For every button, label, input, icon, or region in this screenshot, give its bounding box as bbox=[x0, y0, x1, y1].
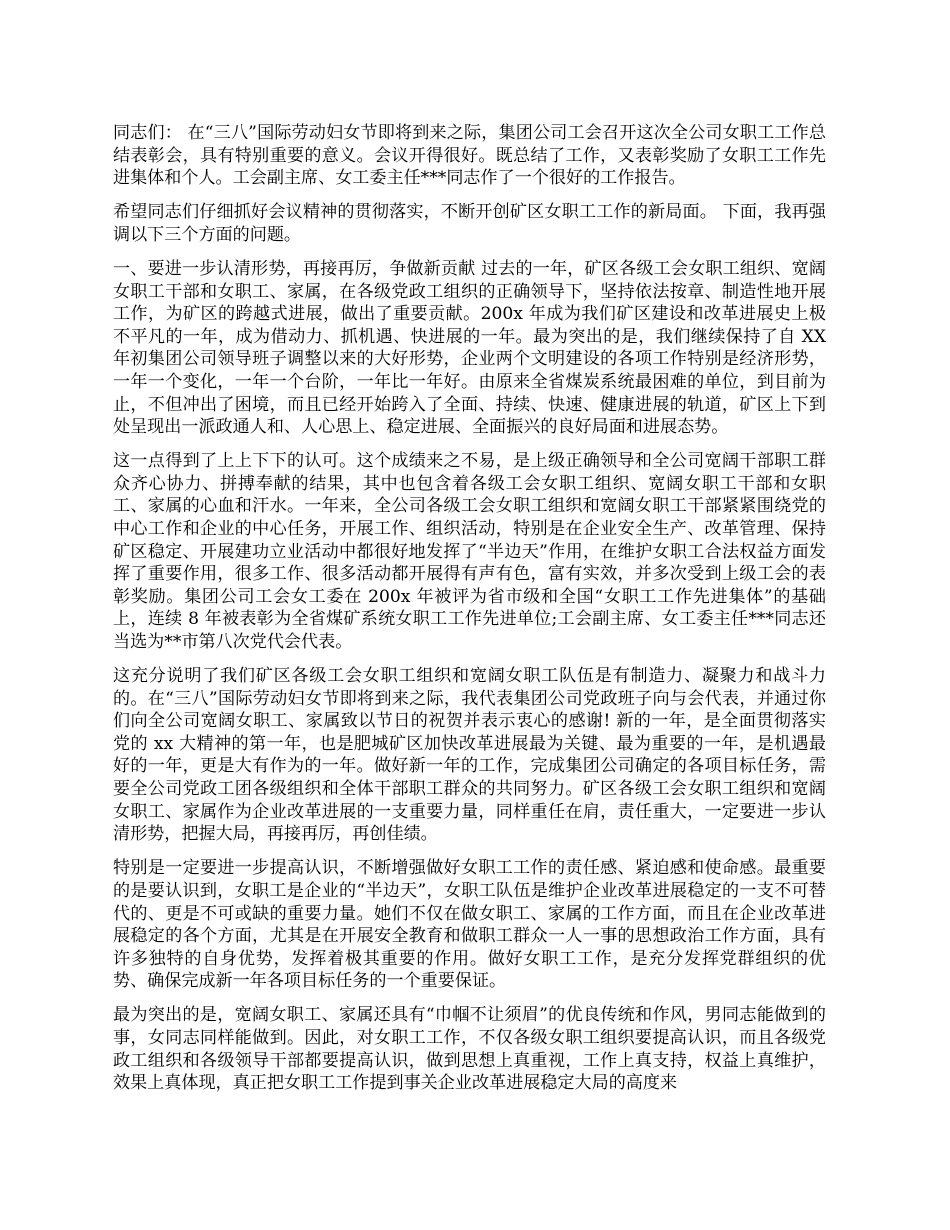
paragraph-1: 同志们： 在“三八”国际劳动妇女节即将到来之际，集团公司工会召开这次全公司女职工工作总结表彰会，具有特别重要的意义。会议开得很好。既总结了工作，又表彰奖励了女职工工作先进集体和个人。工会副主席、女工委主任***同志作了一个很好的工作报告。 bbox=[113, 123, 826, 189]
paragraph-3: 一、要进一步认清形势，再接再厉，争做新贡献 过去的一年，矿区各级工会女职工组织、宽阔女职工干部和女职工、家属，在各级党政工组织的正确领导下，坚持依法按章、制造性地开展工作，为矿区的跨越式进展，做出了重要贡献。200x 年成为我们矿区建设和改革进展史上极不平凡的一年，成为借动力、抓机遇、快进展的一年。最为突出的是，我们继续保持了自 XX 年初集团公司领导班子调整以来的大好形势，企业两个文明建设的各项工作特别是经济形势，一年一个变化，一年一个台阶，一年比一年好。由原来全省煤炭系统最困难的单位，到目前为止，不但冲出了困境，而且已经开始跨入了全面、持续、快速、健康进展的轨道，矿区上下到处呈现出一派政通人和、人心思上、稳定进展、全面振兴的良好局面和进展态势。 bbox=[113, 258, 826, 438]
document-body bbox=[113, 122, 826, 1106]
paragraph-5: 这充分说明了我们矿区各级工会女职工组织和宽阔女职工队伍是有制造力、凝聚力和战斗力的。在“三八”国际劳动妇女节即将到来之际，我代表集团公司党政班子向与会代表，并通过你们向全公司宽阔女职工、家属致以节日的祝贺并表示衷心的感谢! 新的一年，是全面贯彻落实党的 xx 大精神的第一年，也是肥城矿区加快改革进展最为关键、最为重要的一年，是机遇最好的一年，更是大有作为的一年。做好新一年的工作，完成集团公司确定的各项目标任务，需要全公司党政工团各级组织和全体干部职工群众的共同努力。矿区各级工会女职工组织和宽阔女职工、家属作为企业改革进展的一支重要力量，同样重任在肩，责任重大，一定要进一步认清形势，把握大局，再接再厉，再创佳绩。 bbox=[113, 666, 826, 845]
paragraph-6: 特别是一定要进一步提高认识，不断增强做好女职工工作的责任感、紧迫感和使命感。最重要的是要认识到，女职工是企业的“半边天”，女职工队伍是维护企业改革进展稳定的一支不可替代的、更是不可或缺的重要力量。她们不仅在做女职工、家属的工作方面，而且在企业改革进展稳定的各个方面，尤其是在开展安全教育和做职工群众一人一事的思想政治工作方面，具有许多独特的自身优势，发挥着极其重要的作用。做好女职工工作，是充分发挥党群组织的优势、确保完成新一年各项目标任务的一个重要保证。 bbox=[113, 858, 826, 992]
paragraph-2: 希望同志们仔细抓好会议精神的贯彻落实，不断开创矿区女职工工作的新局面。 下面，我再强调以下三个方面的问题。 bbox=[113, 202, 826, 245]
paragraph-7: 最为突出的是，宽阔女职工、家属还具有“巾帼不让须眉”的优良传统和作风，男同志能做到的事，女同志同样能做到。因此，对女职工工作，不仅各级女职工组织要提高认识，而且各级党政工组织和各级领导干部都要提高认识，做到思想上真重视，工作上真支持，权益上真维护，效果上真体现，真正把女职工工作提到事关企业改革进展稳定大局的高度来 bbox=[113, 1005, 826, 1094]
paragraph-4: 这一点得到了上上下下的认可。这个成绩来之不易，是上级正确领导和全公司宽阔干部职工群众齐心协力、拼搏奉献的结果，其中也包含着各级工会女职工组织、宽阔女职工干部和女职工、家属的心血和汗水。一年来，全公司各级工会女职工组织和宽阔女职工干部紧紧围绕党的中心工作和企业的中心任务，开展工作、组织活动，特别是在企业安全生产、改革管理、保持矿区稳定、开展建功立业活动中都很好地发挥了“半边天”作用，在维护女职工合法权益方面发挥了重要作用，很多工作、很多活动都开展得有声有色，富有实效，并多次受到上级工会的表彰奖励。集团公司工会女工委在 200x 年被评为省市级和全国“女职工工作先进集体”的基础上，连续 8 年被表彰为全省煤矿系统女职工工作先进单位;工会副主席、女工委主任***同志还当选为**市第八次党代会代表。 bbox=[113, 451, 826, 652]
